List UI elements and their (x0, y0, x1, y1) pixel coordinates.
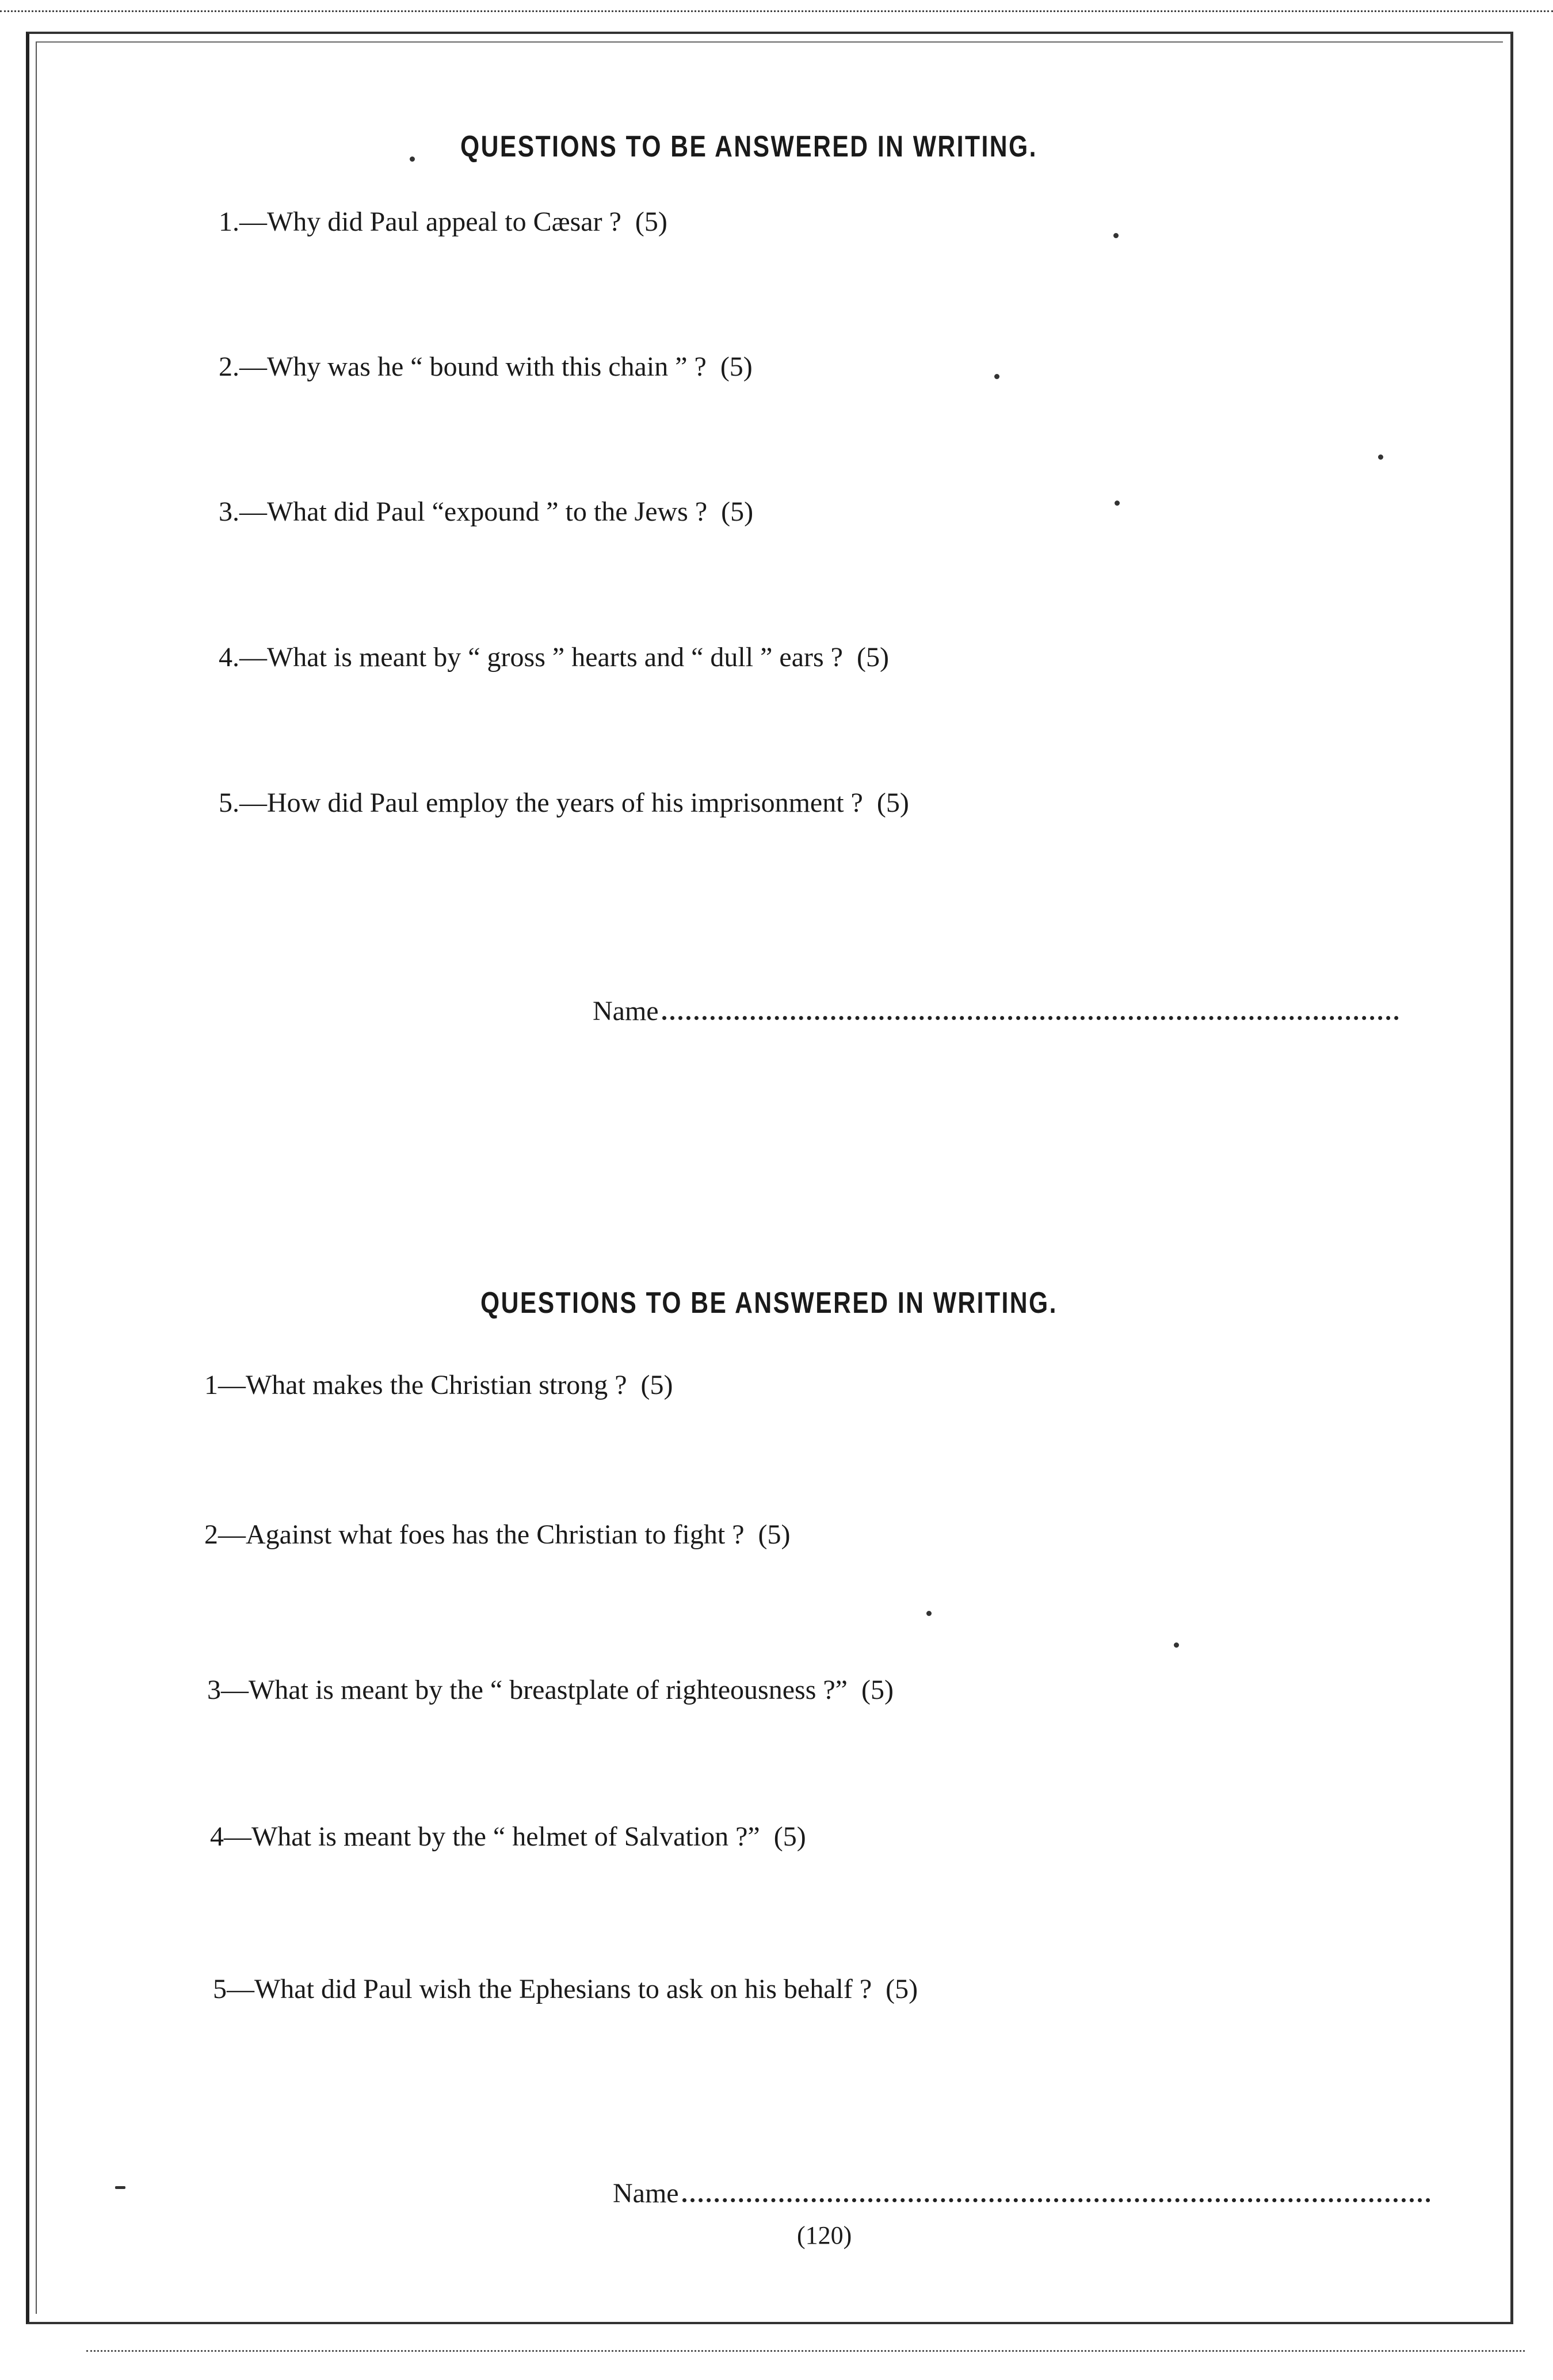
question-5 (219, 787, 909, 819)
question-marks: (5) (773, 1821, 806, 1852)
question-number: 1.— (219, 207, 267, 237)
question-number: 5— (213, 1974, 254, 2004)
question-marks: (5) (635, 207, 667, 237)
question-1 (204, 1369, 673, 1401)
question-2 (219, 351, 753, 383)
question-number: 1— (204, 1370, 246, 1400)
name-label: Name (593, 996, 659, 1026)
scan-speck (410, 156, 415, 162)
question-1 (219, 206, 667, 238)
name-dotted-line (682, 2181, 1430, 2202)
question-number: 5.— (219, 788, 267, 818)
question-marks: (5) (758, 1519, 791, 1550)
question-text: How did Paul employ the years of his imprisonment ? (267, 788, 863, 818)
question-4 (219, 641, 889, 673)
question-text: Why did Paul appeal to Cæsar ? (267, 207, 621, 237)
name-field[interactable] (593, 995, 1399, 1027)
question-text: What is meant by “ gross ” hearts and “ dull ” ears ? (267, 642, 843, 673)
question-number: 2— (204, 1519, 246, 1550)
scan-speck (1378, 454, 1383, 460)
question-number: 4.— (219, 642, 267, 673)
scan-speck (1115, 501, 1120, 506)
question-2 (204, 1519, 790, 1550)
name-label: Name (613, 2178, 679, 2209)
question-marks: (5) (886, 1974, 918, 2004)
question-marks: (5) (876, 788, 909, 818)
question-text: What is meant by the “ breastplate of righteousness ?” (249, 1675, 848, 1705)
question-5 (213, 1973, 918, 2005)
question-number: 2.— (219, 352, 267, 382)
scan-speck (1113, 233, 1119, 238)
name-dotted-line (662, 999, 1399, 1020)
page-number: (120) (797, 2221, 852, 2249)
question-number: 3— (207, 1675, 249, 1705)
question-3 (219, 496, 753, 528)
scan-speck (926, 1611, 932, 1616)
name-field[interactable] (613, 2177, 1430, 2209)
question-text: What makes the Christian strong ? (246, 1370, 627, 1400)
question-marks: (5) (856, 642, 889, 673)
question-text: What is meant by the “ helmet of Salvation ?” (251, 1821, 760, 1852)
question-marks: (5) (720, 352, 753, 382)
scan-speck (994, 374, 999, 379)
question-4 (210, 1821, 806, 1852)
section-heading: QUESTIONS TO BE ANSWERED IN WRITING. (460, 130, 1037, 163)
question-number: 3.— (219, 496, 267, 527)
question-marks: (5) (861, 1675, 894, 1705)
scan-edge-bottom (86, 2350, 1525, 2352)
question-text: What did Paul “expound ” to the Jews ? (267, 496, 708, 527)
question-text: What did Paul wish the Ephesians to ask on his behalf ? (254, 1974, 872, 2004)
question-text: Why was he “ bound with this chain ” ? (267, 352, 707, 382)
question-marks: (5) (640, 1370, 673, 1400)
scan-edge-top (0, 10, 1553, 12)
scan-speck (1174, 1642, 1179, 1648)
section-heading: QUESTIONS TO BE ANSWERED IN WRITING. (480, 1286, 1058, 1320)
scan-speck (115, 2186, 125, 2189)
question-marks: (5) (721, 496, 754, 527)
question-text: Against what foes has the Christian to fight ? (246, 1519, 745, 1550)
question-number: 4— (210, 1821, 251, 1852)
question-3 (207, 1674, 894, 1706)
